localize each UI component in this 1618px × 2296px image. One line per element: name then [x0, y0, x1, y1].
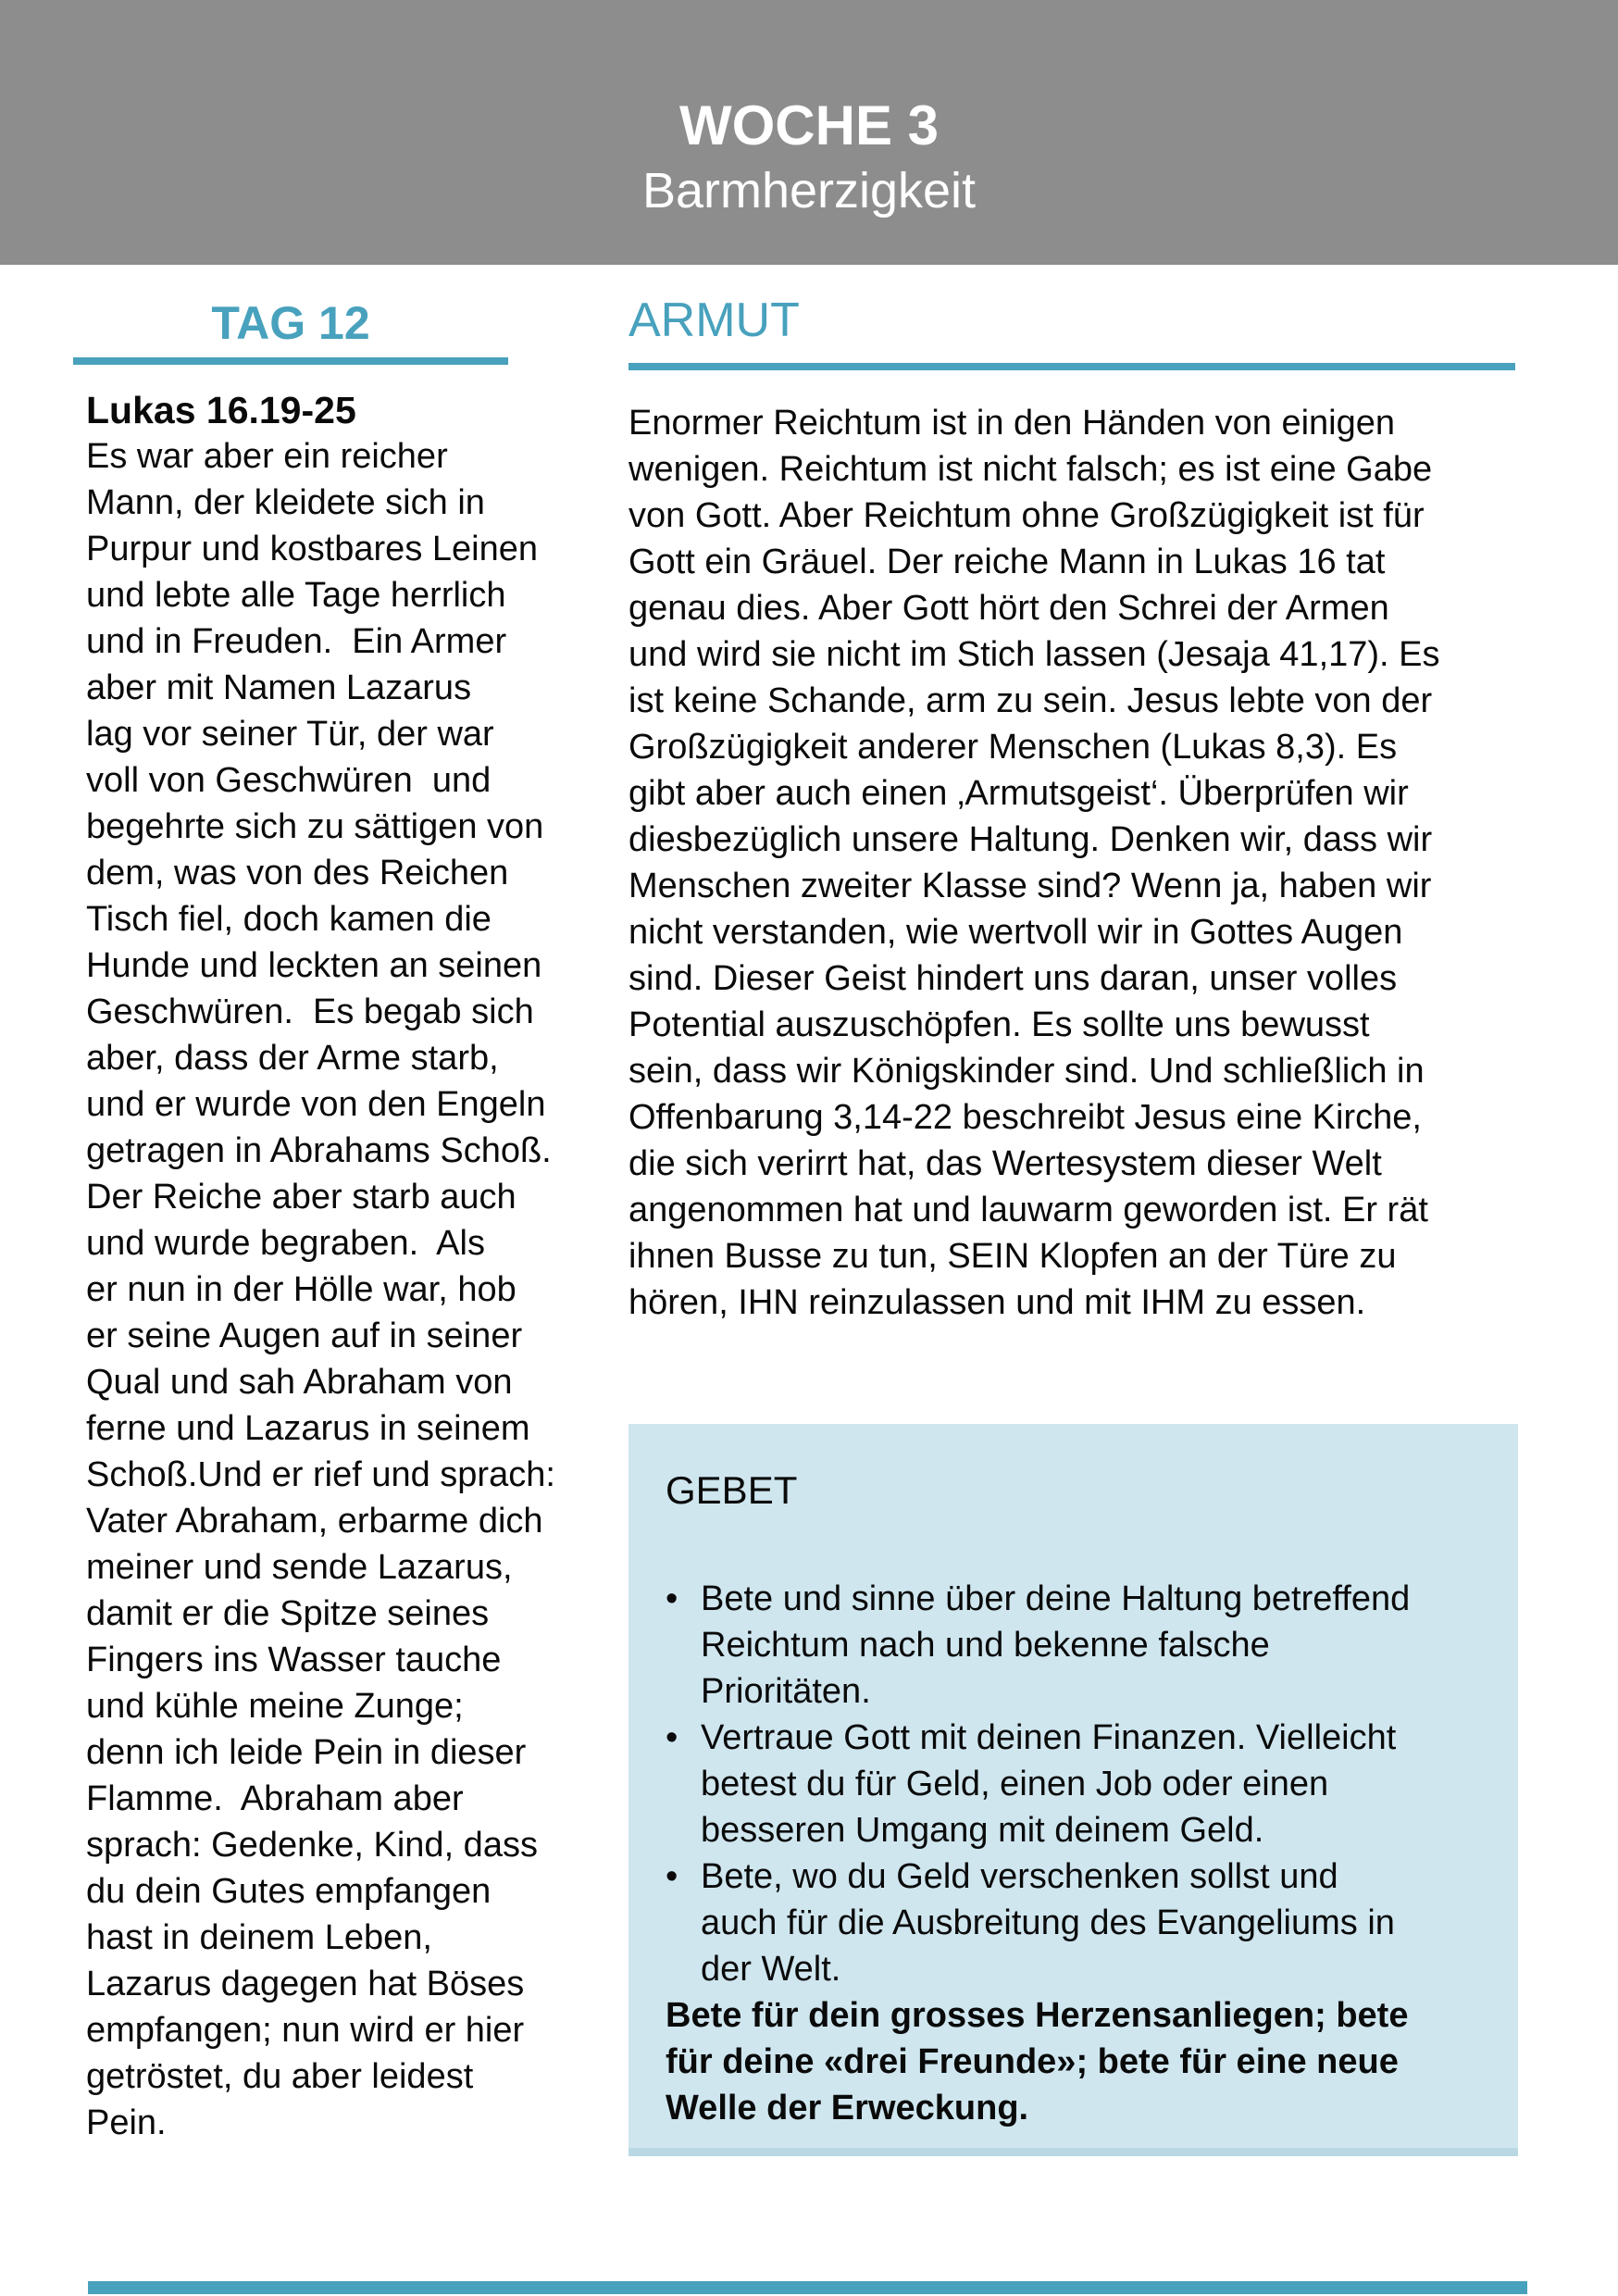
text-line: er seine Augen auf in seiner: [86, 1316, 523, 1355]
text-line: Geschwüren. Es begab sich: [86, 992, 534, 1031]
day-title-rule: [73, 357, 508, 365]
text-line: Flamme. Abraham aber: [86, 1779, 464, 1818]
bullet-icon: •: [666, 1579, 678, 1618]
text-line: Offenbarung 3,14-22 beschreibt Jesus eine Kirche,: [629, 1098, 1422, 1137]
text-line: Pein.: [86, 2103, 167, 2142]
text-line: Bete, wo du Geld verschenken sollst und: [701, 1857, 1338, 1896]
text-line: ist keine Schande, arm zu sein. Jesus lebte von der: [629, 681, 1433, 720]
text-line: für deine «drei Freunde»; bete für eine neue: [666, 2042, 1399, 2081]
text-line: Lazarus dagegen hat Böses: [86, 1965, 525, 2003]
text-line: Mann, der kleidete sich in: [86, 483, 485, 522]
week-subtitle: Barmherzigkeit: [641, 163, 977, 218]
text-line: Der Reiche aber starb auch: [86, 1178, 517, 1217]
topic-title: ARMUT: [629, 293, 800, 347]
text-line: und in Freuden. Ein Armer: [86, 622, 507, 661]
text-line: aber, dass der Arme starb,: [86, 1039, 499, 1078]
text-line: Reichtum nach und bekenne falsche: [701, 1626, 1270, 1665]
text-line: Bete für dein grosses Herzensanliegen; bete: [666, 1996, 1409, 2035]
topic-title-rule: [629, 363, 1515, 370]
text-line: wenigen. Reichtum ist nicht falsch; es ist eine Gabe: [629, 450, 1433, 489]
week-header-banner: [0, 0, 1618, 265]
text-line: hören, IHN reinzulassen und mit IHM zu essen.: [629, 1283, 1366, 1322]
text-line: Enormer Reichtum ist in den Händen von einigen: [629, 404, 1396, 443]
text-line: ihnen Busse zu tun, SEIN Klopfen an der Türe zu: [629, 1237, 1397, 1276]
text-line: damit er die Spitze seines: [86, 1594, 490, 1633]
text-line: Es war aber ein reicher: [86, 437, 448, 476]
text-line: sind. Dieser Geist hindert uns daran, unser volles: [629, 959, 1398, 998]
text-line: ferne und Lazarus in seinem: [86, 1409, 530, 1448]
topic-paragraph: [629, 400, 1531, 1326]
prayer-bullet-item: [666, 1853, 1492, 1992]
prayer-content: [666, 1576, 1492, 2131]
text-line: Fingers ins Wasser tauche: [86, 1641, 502, 1679]
text-line: Hunde und leckten an seinen: [86, 946, 542, 985]
prayer-title: GEBET: [666, 1468, 798, 1512]
prayer-bullet-item: [666, 1576, 1492, 1715]
text-line: begehrte sich zu sättigen von: [86, 807, 544, 846]
text-line: Gott ein Gräuel. Der reiche Mann in Lukas 16 tat: [629, 543, 1386, 581]
text-line: sprach: Gedenke, Kind, dass: [86, 1826, 538, 1865]
text-line: denn ich leide Pein in dieser: [86, 1733, 527, 1772]
text-line: voll von Geschwüren und: [86, 761, 492, 800]
text-line: der Welt.: [701, 1950, 841, 1989]
text-line: angenommen hat und lauwarm geworden ist. Er rät: [629, 1191, 1428, 1229]
scripture-passage-text: [86, 433, 604, 2146]
day-title: TAG 12: [211, 297, 370, 349]
prayer-bullet-text: [701, 1853, 1492, 1992]
text-line: empfangen; nun wird er hier: [86, 2011, 525, 2050]
text-line: und er wurde von den Engeln: [86, 1085, 546, 1124]
text-line: lag vor seiner Tür, der war: [86, 715, 494, 754]
prayer-closing-text: [666, 1992, 1492, 2131]
text-line: Welle der Erweckung.: [666, 2089, 1029, 2128]
text-line: du dein Gutes empfangen: [86, 1872, 492, 1911]
text-line: getröstet, du aber leidest: [86, 2057, 474, 2096]
text-line: Prioritäten.: [701, 1672, 871, 1711]
text-line: sein, dass wir Königskinder sind. Und schließlich in: [629, 1052, 1425, 1091]
text-line: betest du für Geld, einen Job oder einen: [701, 1765, 1329, 1803]
prayer-bullet-text: [701, 1715, 1492, 1853]
text-line: Vertraue Gott mit deinen Finanzen. Vielleicht: [701, 1718, 1397, 1757]
text-line: besseren Umgang mit deinem Geld.: [701, 1811, 1264, 1850]
week-title: WOCHE 3: [678, 94, 940, 156]
text-line: meiner und sende Lazarus,: [86, 1548, 513, 1587]
text-line: aber mit Namen Lazarus: [86, 668, 472, 707]
bottom-accent-rule: [88, 2281, 1527, 2294]
text-line: auch für die Ausbreitung des Evangeliums in: [701, 1903, 1395, 1942]
text-line: Potential auszuschöpfen. Es sollte uns bewusst: [629, 1005, 1370, 1044]
text-line: nicht verstanden, wie wertvoll wir in Gottes Augen: [629, 913, 1403, 952]
text-line: die sich verirrt hat, das Wertesystem dieser Welt: [629, 1144, 1382, 1183]
text-line: dem, was von des Reichen: [86, 854, 509, 892]
prayer-box: [629, 1424, 1518, 2156]
text-line: er nun in der Hölle war, hob: [86, 1270, 517, 1309]
text-line: gibt aber auch einen ‚Armutsgeist‘. Überprüfen wir: [629, 774, 1409, 813]
text-line: Vater Abraham, erbarme dich: [86, 1502, 543, 1541]
text-line: Purpur und kostbares Leinen: [86, 530, 538, 568]
text-line: hast in deinem Leben,: [86, 1918, 432, 1957]
text-line: Bete und sinne über deine Haltung betreffend: [701, 1579, 1411, 1618]
text-line: Qual und sah Abraham von: [86, 1363, 513, 1402]
text-line: Großzügigkeit anderer Menschen (Lukas 8,3). Es: [629, 728, 1398, 767]
text-line: getragen in Abrahams Schoß.: [86, 1131, 552, 1170]
text-line: Schoß.Und er rief und sprach:: [86, 1455, 555, 1494]
text-line: und kühle meine Zunge;: [86, 1687, 464, 1726]
text-line: diesbezüglich unsere Haltung. Denken wir, dass wir: [629, 820, 1433, 859]
scripture-reference-heading: Lukas 16.19-25: [86, 389, 356, 431]
text-line: von Gott. Aber Reichtum ohne Großzügigkeit ist für: [629, 496, 1425, 535]
text-line: genau dies. Aber Gott hört den Schrei der Armen: [629, 589, 1389, 628]
bullet-icon: •: [666, 1718, 678, 1757]
bullet-icon: •: [666, 1857, 678, 1896]
text-line: Tisch fiel, doch kamen die: [86, 900, 492, 939]
prayer-bullet-text: [701, 1576, 1492, 1715]
prayer-bullet-list: [666, 1576, 1492, 1992]
text-line: und wird sie nicht im Stich lassen (Jesaja 41,17). Es: [629, 635, 1440, 674]
text-line: Menschen zweiter Klasse sind? Wenn ja, haben wir: [629, 867, 1432, 905]
text-line: und wurde begraben. Als: [86, 1224, 485, 1263]
prayer-bullet-item: [666, 1715, 1492, 1853]
text-line: und lebte alle Tage herrlich: [86, 576, 506, 615]
